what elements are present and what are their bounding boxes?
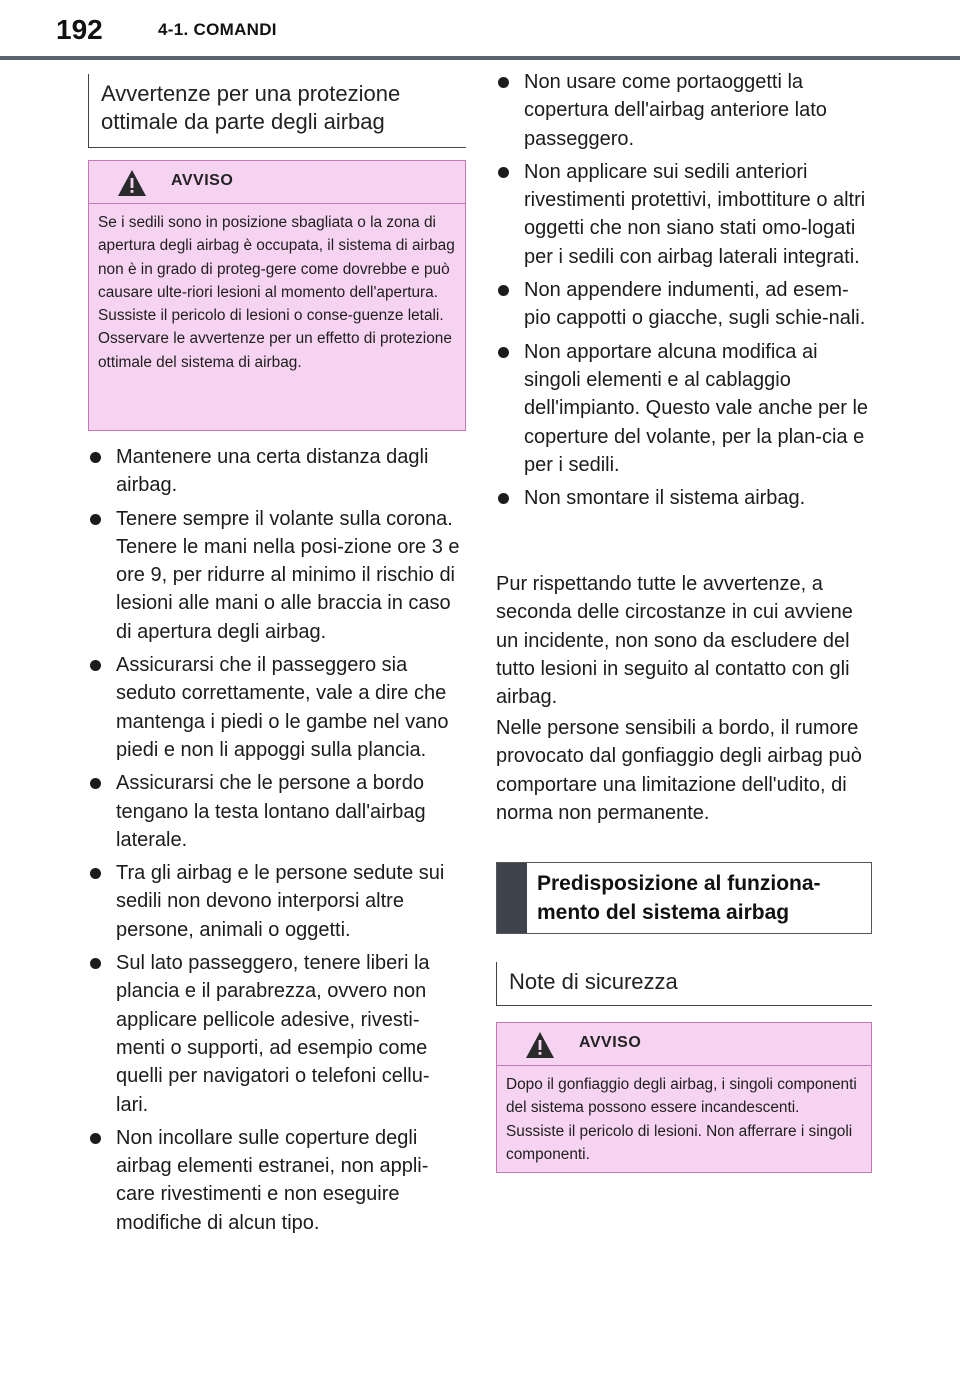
heading-bar [497,863,527,933]
section-heading-text: Predisposizione al funziona-mento del sistema airbag [537,872,821,924]
warning-title: AVVISO [579,1034,642,1051]
list-item: Non appendere indumenti, ad esem-pio cappotti o giacche, sugli schie-nali. [496,276,872,333]
list-item: Tenere sempre il volante sulla corona. Tenere le mani nella posi-zione ore 3 e ore 9, per ridurre al minimo il rischio di lesioni alle mani o alle braccia in caso di apertura degli airbag. [88,505,460,646]
section-label: 4-1. COMANDI [158,20,277,39]
list-item: Non applicare sui sedili anteriori rivestimenti protettivi, imbottiture o altri oggetti che non siano stati omo-logati per i sedili con airbag laterali integrati. [496,158,872,271]
paragraph: Pur rispettando tutte le avvertenze, a seconda delle circostanze in cui avviene un incidente, non sono da escludere del tutto lesioni in seguito al contatto con gli airbag. [496,573,853,709]
list-item: Tra gli airbag e le persone sedute sui sedili non devono interporsi altre persone, animali o oggetti. [88,859,460,944]
warning-triangle-icon [525,1031,555,1059]
right-bullet-list [496,68,872,517]
warning-text: Se i sedili sono in posizione sbagliata o la zona di apertura degli airbag è occupata, il sistema di airbag non è in grado di proteg-gere come dovrebbe e può causare ulte-riori lesioni al momento dell'apertura. Sussiste il pericolo di lesioni o conse-guenze letali. Osservare le avvertenze per un effetto di protezione ottimale del sistema di airbag. [98,214,455,371]
list-item: Non apportare alcuna modifica ai singoli elementi e al cablaggio dell'impianto. Questo vale anche per le coperture del volante, per la plan-cia e per i sedili. [496,338,872,479]
left-warning-box [88,160,466,431]
left-bullet-list [88,443,460,1242]
section-heading [496,862,872,934]
warning-text: Dopo il gonfiaggio degli airbag, i singoli componenti del sistema possono essere incandescenti. Sussiste il pericolo di lesioni. Non afferrare i singoli componenti. [506,1076,857,1163]
header-rule [0,56,960,60]
warning-title: AVVISO [171,172,234,189]
page-number: 192 [56,14,103,45]
left-heading: Avvertenze per una protezione ottimale da parte degli airbag [88,74,466,148]
right-subheading: Note di sicurezza [496,962,872,1006]
list-item: Assicurarsi che le persone a bordo tengano la testa lontano dall'airbag laterale. [88,769,460,854]
list-item: Non smontare il sistema airbag. [496,484,872,512]
page-header [0,0,960,62]
list-item: Mantenere una certa distanza dagli airbag. [88,443,460,500]
right-warning-box [496,1022,872,1173]
list-item: Non incollare sulle coperture degli airbag elementi estranei, non appli-care rivestimenti e non eseguire modifiche di alcun tipo. [88,1124,460,1237]
list-item: Assicurarsi che il passeggero sia seduto correttamente, vale a dire che mantenga i piedi o le gambe nel vano piedi e non li appoggi sulla plancia. [88,651,460,764]
warning-triangle-icon [117,169,147,197]
warning-header [497,1023,871,1066]
paragraph: Nelle persone sensibili a bordo, il rumore provocato dal gonfiaggio degli airbag può comportare una limitazione dell'udito, di norma non permanente. [496,717,862,824]
list-item: Non usare come portaoggetti la copertura dell'airbag anteriore lato passeggero. [496,68,872,153]
list-item: Sul lato passeggero, tenere liberi la plancia e il parabrezza, ovvero non applicare pellicole adesive, rivesti-menti o supporti, ad esempio come quelli per navigatori o telefoni cellu-lari. [88,949,460,1119]
warning-header [89,161,465,204]
